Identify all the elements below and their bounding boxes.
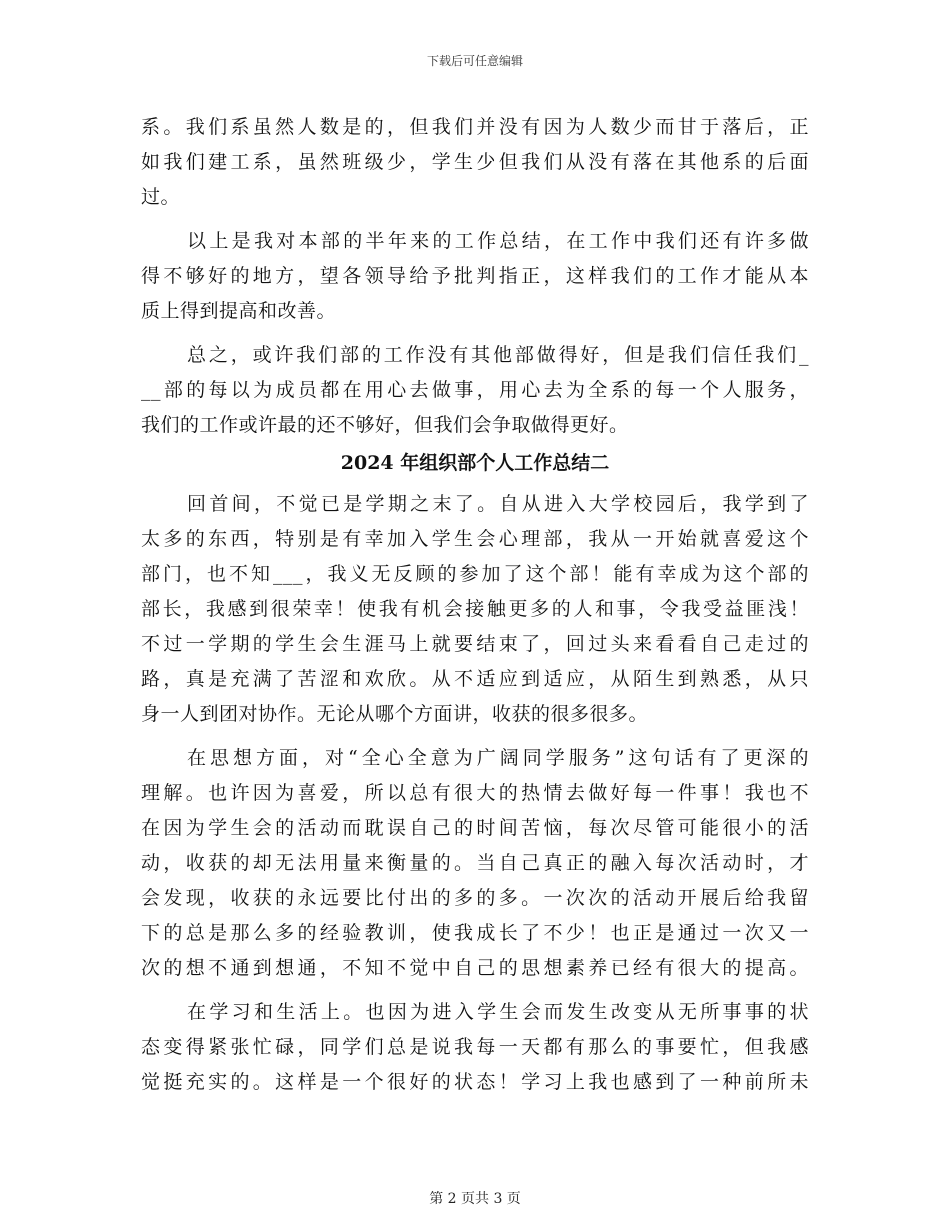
text-line: 系。我们系虽然人数是的，但我们并没有因为人数少而甘于落后，正	[141, 116, 809, 138]
paragraph	[141, 741, 809, 986]
text-line: 在学习和生活上。也因为进入学生会而发生改变从无所事事的状	[187, 1001, 809, 1023]
text-line: 次的想不通到想通，不知不觉中自己的思想素养已经有很大的提高。	[141, 957, 809, 979]
paragraph	[141, 224, 809, 329]
text-line: 太多的东西，特别是有幸加入学生会心理部，我从一开始就喜爱这个	[141, 528, 809, 550]
text-line: 在因为学生会的活动而耽误自己的时间苦恼，每次尽管可能很小的活	[141, 817, 809, 839]
text-line: 如我们建工系，虽然班级少，学生少但我们从没有落在其他系的后面	[141, 151, 809, 173]
text-line: __部的每以为成员都在用心去做事，用心去为全系的每一个人服务，	[141, 379, 809, 401]
page-footer: 第 2 页共 3 页	[429, 1191, 521, 1207]
paragraph	[141, 110, 809, 215]
text-line: 理解。也许因为喜爱，所以总有很大的热情去做好每一件事！我也不	[141, 782, 809, 804]
paragraph	[141, 995, 809, 1100]
text-line: 总之，或许我们部的工作没有其他部做得好，但是我们信任我们_	[187, 344, 809, 366]
paragraph	[141, 487, 809, 732]
text-line: 下的总是那么多的经验教训，使我成长了不少！也正是通过一次又一	[141, 922, 809, 944]
text-line: 觉挺充实的。这样是一个很好的状态！学习上我也感到了一种前所未	[141, 1071, 809, 1093]
text-line: 质上得到提高和改善。	[141, 300, 337, 322]
text-line: 以上是我对本部的半年来的工作总结，在工作中我们还有许多做	[187, 230, 809, 252]
section-heading: 2024 年组织部个人工作总结二	[340, 452, 610, 474]
paragraph	[141, 338, 809, 443]
text-line: 部长，我感到很荣幸！使我有机会接触更多的人和事，令我受益匪浅！	[141, 598, 809, 620]
text-line: 路，真是充满了苦涩和欢欣。从不适应到适应，从陌生到熟悉，从只	[141, 668, 809, 690]
text-line: 回首间，不觉已是学期之末了。自从进入大学校园后，我学到了	[187, 493, 809, 515]
text-line: 态变得紧张忙碌，同学们总是说我每一天都有那么的事要忙，但我感	[141, 1036, 809, 1058]
text-line: 部门，也不知___，我义无反顾的参加了这个部！能有幸成为这个部的	[141, 563, 809, 585]
text-line: 我们的工作或许最的还不够好，但我们会争取做得更好。	[141, 414, 629, 436]
document-body	[141, 110, 809, 1100]
text-line: 在思想方面，对“全心全意为广阔同学服务”这句话有了更深的	[187, 747, 809, 769]
text-line: 过。	[141, 186, 181, 208]
page-header: 下载后可任意编辑	[426, 54, 523, 68]
text-line: 得不够好的地方，望各领导给予批判指正，这样我们的工作才能从本	[141, 265, 809, 287]
text-line: 身一人到团对协作。无论从哪个方面讲，收获的很多很多。	[141, 703, 649, 725]
text-line: 动，收获的却无法用量来衡量的。当自己真正的融入每次活动时，才	[141, 852, 809, 874]
text-line: 会发现，收获的永远要比付出的多的多。一次次的活动开展后给我留	[141, 887, 809, 909]
text-line: 不过一学期的学生会生涯马上就要结束了，回过头来看看自己走过的	[141, 633, 809, 655]
